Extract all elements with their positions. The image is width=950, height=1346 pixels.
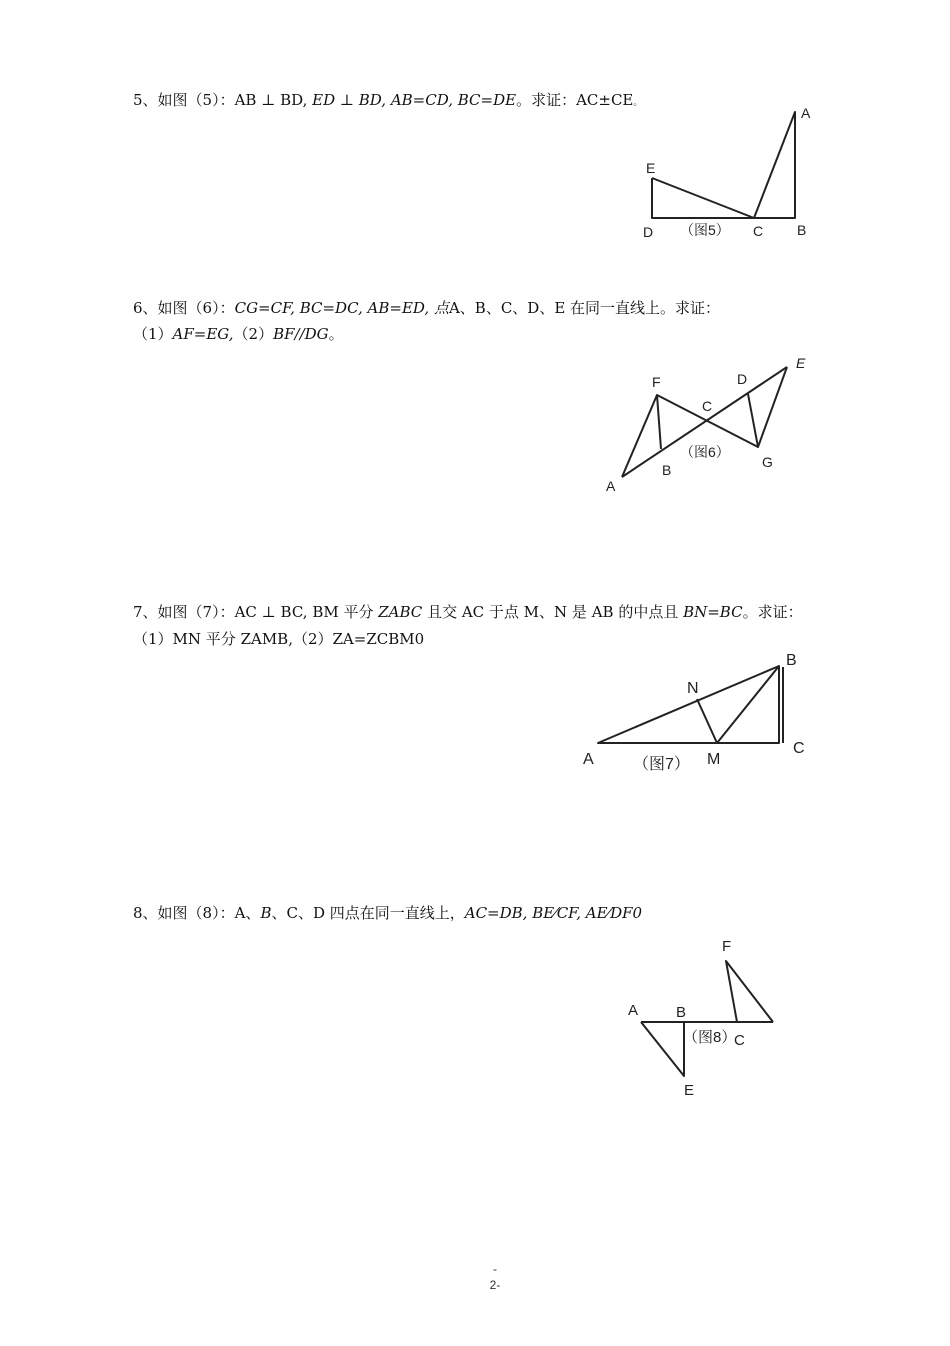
label-A: A <box>583 751 594 768</box>
label-C: C <box>734 1032 745 1049</box>
label-B: B <box>797 222 807 238</box>
line-FB <box>657 395 661 449</box>
page-number: 2- <box>489 1278 501 1292</box>
triangle-ABC <box>598 666 779 743</box>
label-D: D <box>643 224 654 240</box>
line-NM <box>697 699 717 743</box>
page-dash: - <box>493 1262 497 1276</box>
figure-8 <box>615 935 815 1105</box>
figure-8-caption: （图8） <box>683 1029 737 1046</box>
label-E: E <box>796 355 806 371</box>
label-E: E <box>646 160 656 176</box>
label-A: A <box>801 105 811 121</box>
label-C: C <box>793 740 805 757</box>
label-E: E <box>684 1082 695 1099</box>
label-A: A <box>628 1002 639 1019</box>
problem-8-statement: 8、如图（8）：A、B、C、D 四点在同一直线上，AC=DB, BE⁄CF, AE⁄DF0 <box>133 904 643 922</box>
label-C: C <box>702 398 713 414</box>
label-A: A <box>606 478 616 494</box>
figure-7-caption: （图7） <box>633 756 690 773</box>
line-DG <box>748 394 758 447</box>
label-M: M <box>707 751 721 768</box>
label-F: F <box>652 374 661 390</box>
figure-7 <box>575 645 815 780</box>
figure-6-caption: （图6） <box>680 444 730 460</box>
line-DFC <box>726 961 773 1022</box>
label-F: F <box>722 938 732 955</box>
label-C: C <box>753 223 764 239</box>
line-AEB <box>641 1022 684 1076</box>
problem-6-statement: 6、如图（6）：CG=CF, BC=DC, AB=ED, 点A、B、C、D、E 在同一直线上。求证： <box>133 299 721 317</box>
problem-7-statement: 7、如图（7）：AC ⊥ BC, BM 平分 ZABC 且交 AC 于点 M、N 是 AB 的中点且 BN=BC。求证： <box>133 603 803 621</box>
figure-5-caption: （图5） <box>680 222 730 238</box>
label-D: D <box>737 371 748 387</box>
figure-6 <box>600 352 820 502</box>
label-B: B <box>676 1004 687 1021</box>
label-B: B <box>786 652 797 669</box>
line-BM <box>717 666 779 743</box>
figure-5-lines <box>652 112 795 218</box>
figure-5 <box>630 100 830 250</box>
label-N: N <box>687 680 699 697</box>
problem-5-statement: 5、如图（5）：AB ⊥ BD, ED ⊥ BD, AB=CD, BC=DE。求证：AC±CE。 <box>133 91 643 109</box>
problem-7-claims: （1）MN 平分 ZAMB,（2）ZA=ZCBM0 <box>133 630 425 648</box>
label-B: B <box>662 462 672 478</box>
problem-6-claims: （1）AF=EG,（2）BF//DG。 <box>133 325 344 343</box>
label-G: G <box>762 454 773 470</box>
